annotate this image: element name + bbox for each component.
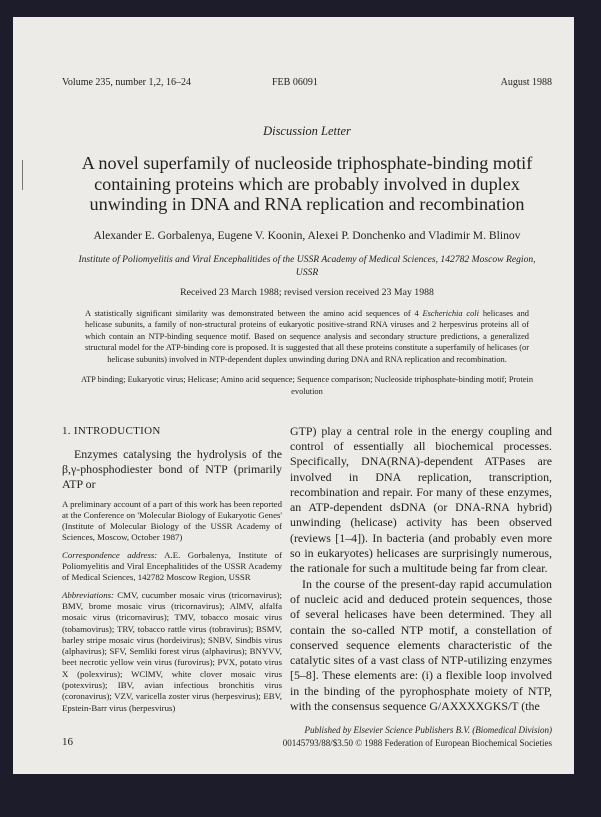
body-paragraph: GTP) play a central role in the energy coupling and control of essentially all biochemical processes. Specifically, DNA(RNA)-dependent ATPases are involved in DNA replication, transcription, recombination and repair. For many of these enzymes, an ATP-dependent dsDNA (or DNA-RNA hybrid) unwinding (helicase) activity has been observed (reviews [1–4]). In bacteria (and probably even more so in eukaryotes) helicases are surprisingly numerous, the rationale for such a multitude being far from clear.	[290, 423, 552, 576]
keywords: ATP binding; Eukaryotic virus; Helicase; Amino acid sequence; Sequence comparison; Nucleoside triphosphate-binding motif; Protein evolution	[80, 375, 534, 397]
authors: Alexander E. Gorbalenya, Eugene V. Koonin, Alexei P. Donchenko and Vladimir M. Blinov	[93, 228, 521, 242]
abbreviations-text: CMV, cucumber mosaic virus (tricornavirus); BMV, brome mosaic virus (tricornavirus); AlMV, alfalfa mosaic virus (tricornavirus); TMV, tobacco mosaic virus (tobamovirus); TRV, tobacco rattle virus (tobravirus); BSMV, barley stripe mosaic virus (hordeivirus); SNBV, Sindbis virus (alphavirus); SFV, Semliki forest virus (alphavirus); BNYVV, beet necrotic yellow vein virus (furovirus); PVX, potato virus X (polexvirus); WClMV, white clover mosaic virus (potexvirus); IBV, avian infectious bronchitis virus (coronavirus); VZV, varicella zoster virus (herpesvirus); EBV, Epstein-Barr virus (herpesvirus)	[62, 589, 282, 713]
section-label: Discussion Letter	[263, 124, 351, 138]
paper-page	[13, 17, 574, 774]
article-code: FEB 06091	[272, 77, 318, 88]
footnote-correspondence	[62, 550, 282, 584]
copyright-line: 00145793/88/$3.50 © 1988 Federation of European Biochemical Societies	[282, 737, 552, 748]
section-heading: 1. INTRODUCTION	[62, 424, 161, 437]
scan-mark	[22, 160, 23, 190]
abstract	[85, 308, 529, 366]
publisher-footer	[283, 724, 552, 749]
correspondence-text: A.E. Gorbalenya, Institute of Poliomyelitis and Viral Encephalitides of the USSR Academy of Medical Sciences, 142782 Moscow Region, USSR	[62, 549, 282, 583]
page-number: 16	[62, 736, 73, 749]
footnote-preliminary: A preliminary account of a part of this work has been reported at the Conference on 'Molecular Biology of Eukaryotic Genes' (Institute of Molecular Biology of the USSR Academy of Sciences, Moscow, October 1987)	[62, 498, 282, 543]
journal-volume: Volume 235, number 1,2, 16–24	[62, 77, 191, 88]
left-column	[62, 424, 282, 715]
article-title: A novel superfamily of nucleoside triphosphate-binding motif containing proteins which are probably involved in duplex unwinding in DNA and RNA replication and recombination	[81, 153, 533, 214]
running-header	[62, 77, 552, 89]
abstract-organism: Escherichia coli	[422, 308, 479, 318]
issue-date: August 1988	[500, 77, 552, 88]
received-dates: Received 23 March 1988; revised version received 23 May 1988	[180, 286, 434, 298]
two-column-body	[62, 424, 552, 715]
affiliation: Institute of Poliomyelitis and Viral Encephalitides of the USSR Academy of Medical Sciences, 142782 Moscow Region, USSR	[78, 253, 536, 278]
abstract-text: A statistically significant similarity was demonstrated between the amino acid sequences of 4	[85, 308, 423, 318]
right-column	[290, 424, 552, 715]
correspondence-label: Correspondence address:	[62, 549, 158, 560]
abbreviations-label: Abbreviations:	[62, 589, 114, 600]
intro-paragraph: Enzymes catalysing the hydrolysis of the β,γ-phosphodiester bond of NTP (primarily ATP or	[62, 446, 282, 492]
footnote-abbreviations	[62, 590, 282, 714]
body-paragraph: In the course of the present-day rapid accumulation of nucleic acid and deduced protein sequences, those of several helicases have been determined. They all contain the so-called NTP motif, a constellation of conserved sequence elements characteristic of the catalytic sites of a vast class of NTP-utilizing enzymes [5–8]. These elements are: (i) a flexible loop involved in the binding of the pyrophosphate moiety of NTP, with the consensus sequence G/AXXXXGKS/T (the	[290, 576, 552, 713]
abstract-text: helicases and helicase subunits, a family of non-structural proteins of eukaryotic positive-strand RNA viruses and 2 herpesvirus proteins all of which contain an NTP-binding sequence motif. Based on sequence analysis and secondary structure predictions, a generalized structural model for the ATP-binding core is proposed. It is suggested that all these proteins constitute a superfamily of helicases (or helicase subunits) involved in NTP-dependent duplex unwinding during DNA and RNA replication and recombination.	[85, 308, 529, 364]
page-footer	[62, 724, 552, 749]
publisher-line: Published by Elsevier Science Publishers B.V. (Biomedical Division)	[304, 725, 552, 736]
